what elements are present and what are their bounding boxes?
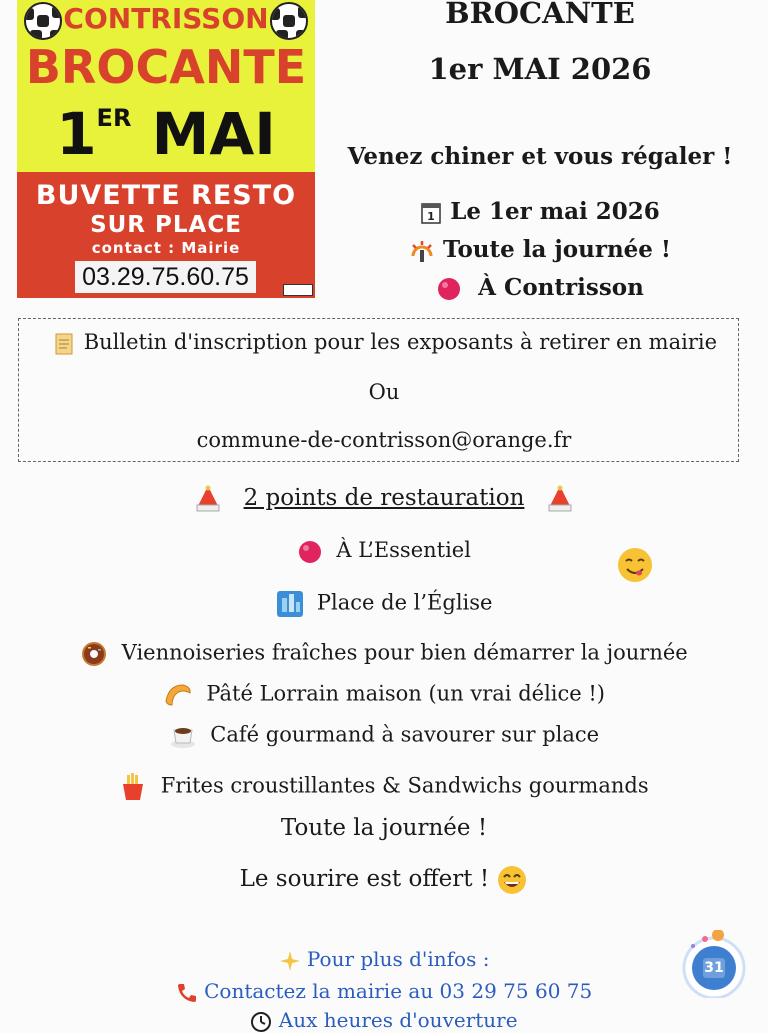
event-date-heading: 1er MAI 2026 [428,52,652,86]
food-stand-icon [546,484,574,514]
food-spot-2-text: Place de l’Église [316,590,493,615]
food-item-1 [0,640,768,668]
sparkles-icon [279,950,301,972]
poster-date-num: 1 [56,100,97,168]
page-title: BROCANTE [445,0,635,30]
food-spot-2 [0,590,768,618]
scroll-icon [51,331,77,357]
poster-phone: 03.29.75.60.75 [75,261,256,293]
poster-title: BROCANTE [25,40,307,94]
poster-image [17,0,315,298]
registration-email[interactable]: commune-de-contrisson@orange.fr [196,428,572,452]
poster-buvette: BUVETTE RESTO [35,180,297,211]
fries-icon [119,772,147,802]
food-item-4 [0,772,768,802]
food-item-1-text: Viennoiseries fraîches pour bien démarrer la journée [121,640,688,665]
info-date [340,198,740,225]
phone-icon [176,982,198,1004]
info-time-text: Toute la journée ! [442,236,672,263]
calendar-day-number: 31 [704,960,724,976]
sunrise-icon [409,238,435,264]
smile-line-text: Le sourire est offert ! [239,866,490,892]
poster-date [17,100,315,168]
clock-icon [250,1011,272,1033]
smile-line [0,864,768,896]
pin-icon [297,539,323,565]
contact-hours [0,1008,768,1033]
pin-icon [436,276,462,302]
contact-call [0,979,768,1004]
food-stand-icon [194,484,222,514]
info-time [340,236,740,264]
registration-text [0,330,768,357]
registration-or: Ou [368,380,400,404]
tagline: Venez chiner et vous régaler ! [347,143,733,170]
info-place [340,274,740,302]
donut-icon [80,640,108,668]
contact-hours-text: Aux heures d'ouverture [278,1008,518,1032]
food-item-2 [0,681,768,709]
poster-sur-place: SUR PLACE [90,212,242,238]
yum-face-icon [616,546,654,584]
food-item-3 [0,722,768,750]
contact-more-text: Pour plus d'infos : [306,947,490,971]
grin-icon [496,864,528,896]
calendar-app-button[interactable] [680,930,748,998]
food-heading [0,484,768,514]
food-item-4-text: Frites croustillantes & Sandwichs gourmands [160,773,649,798]
poster-date-sup: ER [96,104,132,132]
food-item-3-text: Café gourmand à savourer sur place [210,722,600,747]
registration-text-label: Bulletin d'inscription pour les exposants à retirer en mairie [83,330,717,354]
map-icon [276,590,304,618]
food-heading-text: 2 points de restauration [243,485,525,511]
poster-town: CONTRISSON [63,2,269,35]
croissant-icon [163,681,193,709]
food-all-day: Toute la journée ! [280,815,488,841]
poster-date-month: MAI [151,100,276,168]
contact-call-text: Contactez la mairie au 03 29 75 60 75 [204,979,593,1003]
info-place-text: À Contrisson [478,274,644,301]
calendar-icon [420,201,442,225]
info-date-text: Le 1er mai 2026 [450,198,660,225]
food-item-2-text: Pâté Lorrain maison (un vrai délice !) [206,681,605,706]
poster-contact: contact : Mairie [91,239,241,257]
food-spot-1-text: À L’Essentiel [336,538,471,562]
coffee-icon [169,722,197,750]
contact-more [0,947,768,972]
svg-text:1: 1 [427,210,436,223]
poster-logo [283,284,313,296]
